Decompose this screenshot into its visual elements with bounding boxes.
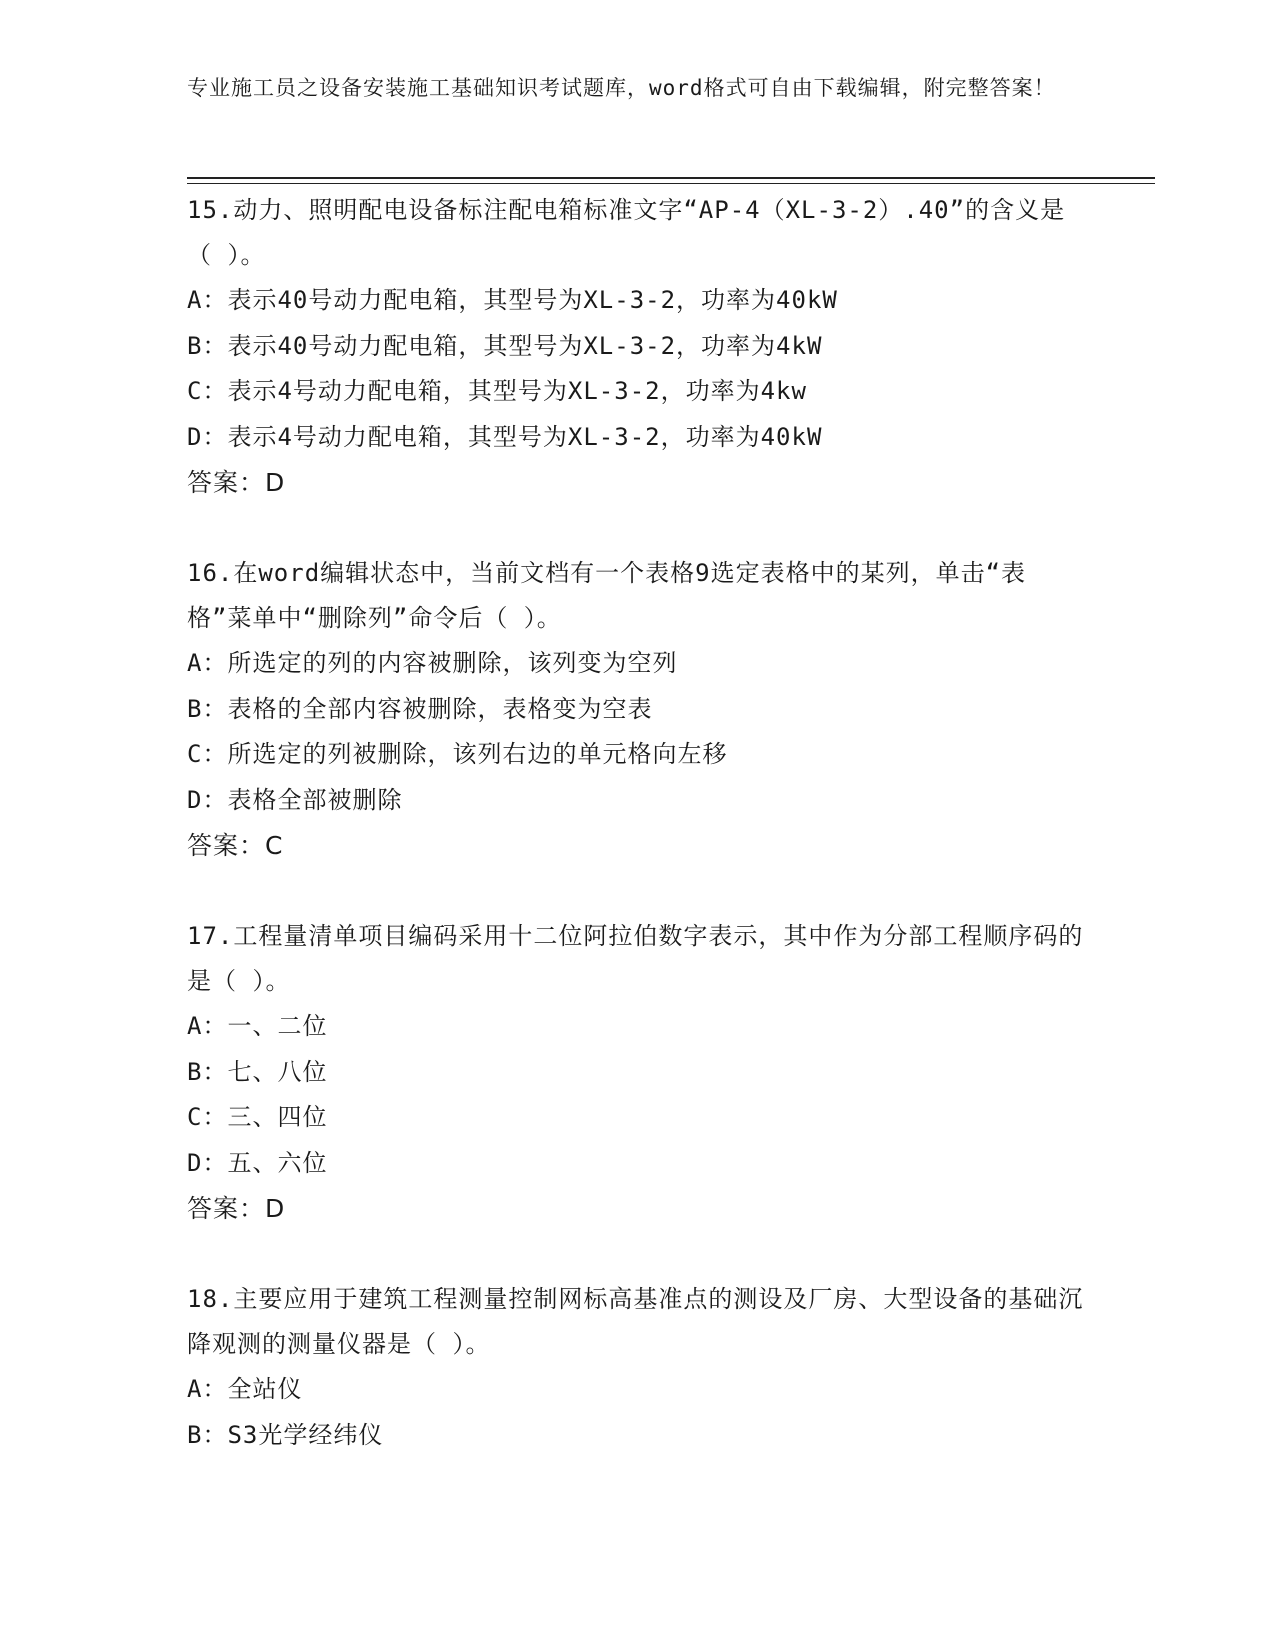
question-list — [187, 188, 1087, 1504]
question-15 — [187, 188, 1087, 505]
option-d: D：表格全部被删除 — [187, 785, 403, 814]
question-17 — [187, 914, 1087, 1231]
option-b: B：S3光学经纬仪 — [187, 1420, 384, 1449]
option-a: A：所选定的列的内容被删除，该列变为空列 — [187, 649, 678, 677]
option-a: A：全站仪 — [187, 1375, 303, 1403]
option-b: B：表格的全部内容被删除，表格变为空表 — [187, 694, 653, 723]
option-c: C：三、四位 — [187, 1103, 328, 1131]
option-a: A：表示40号动力配电箱，其型号为XL-3-2，功率为40kW — [187, 286, 838, 314]
document-header — [187, 72, 1067, 104]
answer-line: 答案：D — [187, 468, 286, 497]
option-b: B：七、八位 — [187, 1057, 328, 1086]
question-stem: 15.动力、照明配电设备标注配电箱标准文字“AP-4（XL-3-2）.40”的含义是（ ）。 — [187, 196, 1066, 269]
option-c: C：表示4号动力配电箱，其型号为XL-3-2，功率为4kw — [187, 377, 807, 405]
answer-line: 答案：D — [187, 1194, 286, 1223]
option-c: C：所选定的列被删除，该列右边的单元格向左移 — [187, 740, 728, 768]
question-16 — [187, 551, 1087, 868]
question-stem: 17.工程量清单项目编码采用十二位阿拉伯数字表示，其中作为分部工程顺序码的是（ ）。 — [187, 922, 1084, 995]
option-b: B：表示40号动力配电箱，其型号为XL-3-2，功率为4kW — [187, 331, 823, 360]
answer-line: 答案：C — [187, 831, 284, 860]
header-rule-thick — [187, 177, 1155, 179]
header-text: 专业施工员之设备安装施工基础知识考试题库，word格式可自由下载编辑，附完整答案！ — [187, 76, 1056, 100]
question-stem: 18.主要应用于建筑工程测量控制网标高基准点的测设及厂房、大型设备的基础沉降观测的测量仪器是（ ）。 — [187, 1285, 1084, 1358]
header-rule-thin — [187, 183, 1155, 184]
option-d: D：五、六位 — [187, 1148, 328, 1177]
question-stem: 16.在word编辑状态中，当前文档有一个表格9选定表格中的某列，单击“表格”菜单中“删除列”命令后（ ）。 — [187, 559, 1027, 632]
question-18 — [187, 1277, 1087, 1458]
option-a: A：一、二位 — [187, 1012, 328, 1040]
option-d: D：表示4号动力配电箱，其型号为XL-3-2，功率为40kW — [187, 422, 823, 451]
